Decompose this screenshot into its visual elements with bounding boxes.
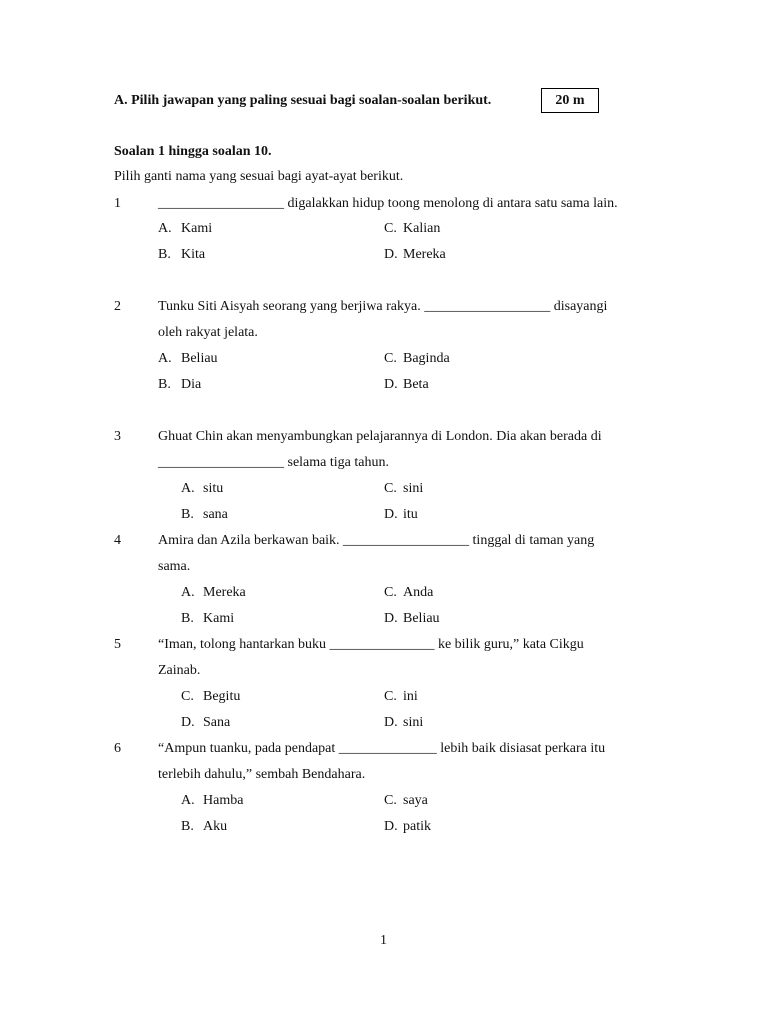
question-number: 1 (114, 196, 121, 211)
option-text: Anda (403, 585, 434, 600)
option-letter: B. (181, 819, 194, 834)
option-letter: C. (384, 351, 397, 366)
option-text: Kalian (403, 221, 441, 236)
option-text: itu (403, 507, 418, 522)
question-text: Amira dan Azila berkawan baik. __________________ tinggal di taman yang (158, 533, 595, 548)
option-text: Begitu (203, 689, 241, 704)
option-letter: A. (181, 585, 195, 600)
instruction-text: Pilih ganti nama yang sesuai bagi ayat-ayat berikut. (114, 169, 404, 184)
option-text: Mereka (203, 585, 246, 600)
option-letter: D. (384, 377, 398, 392)
option-letter: D. (181, 715, 195, 730)
option-text: sini (403, 715, 424, 730)
option-letter: B. (181, 507, 194, 522)
option-letter: A. (158, 221, 172, 236)
question-text-continued: terlebih dahulu,” sembah Bendahara. (158, 767, 366, 782)
option-text: Kami (181, 221, 213, 236)
question-text-continued: __________________ selama tiga tahun. (158, 455, 389, 470)
option-letter: C. (384, 221, 397, 236)
option-text: Dia (181, 377, 202, 392)
option-text: Mereka (403, 247, 446, 262)
option-text: sana (203, 507, 228, 522)
option-text: Hamba (203, 793, 244, 808)
question-text: “Ampun tuanku, pada pendapat ______________ lebih baik disiasat perkara itu (158, 741, 606, 756)
option-text: patik (403, 819, 431, 834)
option-text: ini (403, 689, 418, 704)
option-letter: A. (181, 793, 195, 808)
option-text: Aku (203, 819, 228, 834)
page-number: 1 (380, 933, 387, 948)
option-letter: B. (181, 611, 194, 626)
question-text-continued: oleh rakyat jelata. (158, 325, 258, 340)
marks-box: 20 m (541, 88, 599, 113)
option-letter: B. (158, 247, 171, 262)
question-text: “Iman, tolong hantarkan buku _______________ ke bilik guru,” kata Cikgu (158, 637, 584, 652)
option-text: Kami (203, 611, 235, 626)
option-text: Baginda (403, 351, 450, 366)
question-number: 4 (114, 533, 121, 548)
question-text: Tunku Siti Aisyah seorang yang berjiwa rakya. __________________ disayangi (158, 299, 608, 314)
option-letter: B. (158, 377, 171, 392)
option-letter: C. (384, 481, 397, 496)
option-letter: A. (158, 351, 172, 366)
question-text: Ghuat Chin akan menyambungkan pelajarannya di London. Dia akan berada di (158, 429, 602, 444)
option-letter: D. (384, 611, 398, 626)
option-letter: D. (384, 819, 398, 834)
option-letter: C. (384, 689, 397, 704)
option-text: Beliau (403, 611, 440, 626)
question-number: 3 (114, 429, 121, 444)
option-letter: C. (181, 689, 194, 704)
option-text: sini (403, 481, 424, 496)
question-number: 6 (114, 741, 121, 756)
question-text-continued: sama. (158, 559, 191, 574)
question-number: 5 (114, 637, 121, 652)
option-text: situ (203, 481, 224, 496)
option-letter: D. (384, 247, 398, 262)
option-text: Beliau (181, 351, 218, 366)
option-letter: A. (181, 481, 195, 496)
section-subheading: Soalan 1 hingga soalan 10. (114, 144, 272, 159)
option-text: Beta (403, 377, 429, 392)
option-letter: C. (384, 793, 397, 808)
question-text-continued: Zainab. (158, 663, 201, 678)
question-text: __________________ digalakkan hidup toong menolong di antara satu sama lain. (158, 196, 618, 211)
question-number: 2 (114, 299, 121, 314)
option-letter: D. (384, 507, 398, 522)
option-letter: C. (384, 585, 397, 600)
option-text: saya (403, 793, 428, 808)
section-heading: A. Pilih jawapan yang paling sesuai bagi soalan-soalan berikut. (114, 93, 492, 108)
option-letter: D. (384, 715, 398, 730)
option-text: Kita (181, 247, 206, 262)
option-text: Sana (203, 715, 231, 730)
